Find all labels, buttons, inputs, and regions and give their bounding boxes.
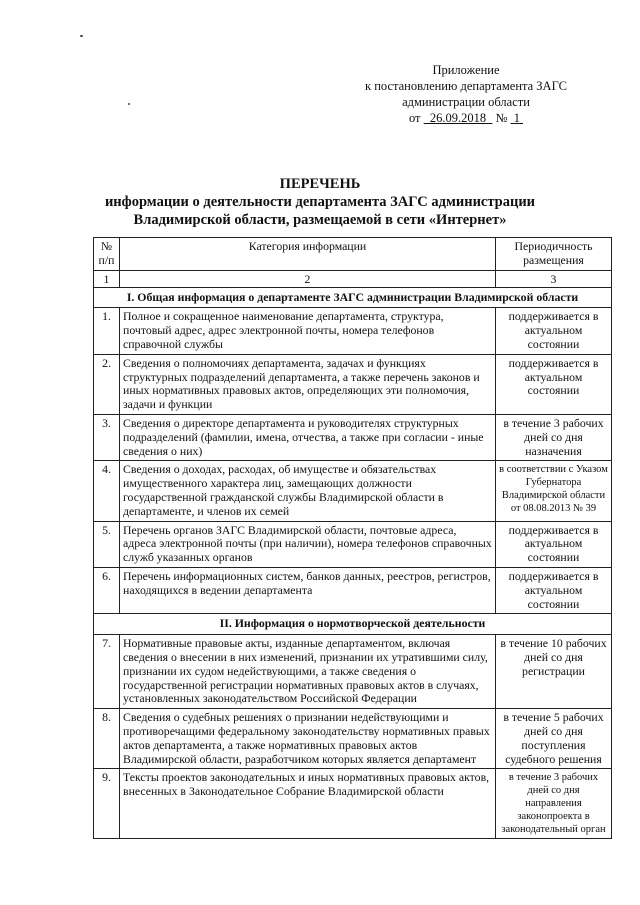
section-row	[94, 287, 612, 308]
section-row	[94, 614, 612, 635]
row-number: 4.	[94, 461, 120, 521]
column-number: 3	[496, 270, 612, 287]
table-row	[94, 567, 612, 613]
appendix-line2: к постановлению департамента ЗАГС	[365, 79, 567, 93]
row-category: Сведения о судебных решениях о признании недействующими и противоречащими федеральному законодательству нормативных правых актов департамента, а также нормативных правовых актов Владимирской области, разработчиком которых является департамент	[120, 709, 496, 769]
row-number: 5.	[94, 521, 120, 567]
title-line3: Владимирской области, размещаемой в сети «Интернет»	[133, 212, 507, 228]
column-number: 2	[120, 270, 496, 287]
scan-speck	[128, 103, 130, 105]
row-period: поддерживается в актуальном состоянии	[496, 567, 612, 613]
row-number: 6.	[94, 567, 120, 613]
date-prefix: от	[408, 111, 421, 125]
row-category: Сведения о доходах, расходах, об имуществе и обязательствах имущественного характера лиц, замещающих должности государственной гражданской службы Владимирской области в департаменте, и членов их семей	[120, 461, 496, 521]
row-period: в течение 5 рабочих дней со дня поступления судебного решения	[496, 709, 612, 769]
header-num: № п/п	[94, 238, 120, 271]
appendix-dateline	[336, 110, 596, 126]
row-period: поддерживается в актуальном состоянии	[496, 521, 612, 567]
row-category: Перечень органов ЗАГС Владимирской области, почтовые адреса, адреса электронной почты (при наличии), номера телефонов справочных служб указанных органов	[120, 521, 496, 567]
row-number: 9.	[94, 769, 120, 839]
header-category: Категория информации	[120, 238, 496, 271]
row-number: 7.	[94, 635, 120, 709]
row-category: Тексты проектов законодательных и иных нормативных правовых актов, внесенных в Законодательное Собрание Владимирской области	[120, 769, 496, 839]
table-row	[94, 414, 612, 460]
appendix-line1: Приложение	[432, 63, 500, 77]
table-row	[94, 521, 612, 567]
appendix-block	[336, 62, 596, 126]
row-number: 8.	[94, 709, 120, 769]
row-category: Сведения о директоре департамента и руководителях структурных подразделений (фамилии, имена, отчества, а также при согласии - иные сведения о них)	[120, 414, 496, 460]
document-date: 26.09.2018	[429, 111, 487, 125]
row-period: в течение 3 рабочих дней со дня назначения	[496, 414, 612, 460]
table-row	[94, 635, 612, 709]
row-period: в соответствии с Указом Губернатора Владимирской области от 08.08.2013 № 39	[496, 461, 612, 521]
table-row	[94, 308, 612, 354]
row-category: Полное и сокращенное наименование департамента, структура, почтовый адрес, адрес электронной почты, номера телефонов справочной службы	[120, 308, 496, 354]
header-period: Периодичность размещения	[496, 238, 612, 271]
column-number: 1	[94, 270, 120, 287]
title-line2: информации о деятельности департамента ЗАГС администрации	[104, 194, 536, 210]
row-period: в течение 3 рабочих дней со дня направления законопроекта в законодательный орган	[496, 769, 612, 839]
row-period: в течение 10 рабочих дней со дня регистрации	[496, 635, 612, 709]
row-category: Нормативные правовые акты, изданные департаментом, включая сведения о внесении в них изменений, признании их утратившими силу, признании их судом недействующими, а также сведения о государственной регистрации нормативных правовых актов в случаях, установленных законодательством Российской Федерации	[120, 635, 496, 709]
scan-speck	[80, 35, 83, 37]
row-period: поддерживается в актуальном состоянии	[496, 308, 612, 354]
row-period: поддерживается в актуальном состоянии	[496, 354, 612, 414]
table-header-row	[94, 238, 612, 271]
title-line1: ПЕРЕЧЕНЬ	[279, 176, 361, 192]
info-table	[93, 237, 612, 839]
table-row	[94, 354, 612, 414]
table-row	[94, 461, 612, 521]
row-category: Сведения о полномочиях департамента, задачах и функциях структурных подразделений департамента, а также перечень законов и иных нормативных правовых актов, определяющих эти полномочия, задачи и функции	[120, 354, 496, 414]
row-number: 3.	[94, 414, 120, 460]
appendix-line3: администрации области	[402, 95, 530, 109]
document-number: 1	[513, 111, 520, 125]
table-row	[94, 709, 612, 769]
row-number: 1.	[94, 308, 120, 354]
row-category: Перечень информационных систем, банков данных, реестров, регистров, находящихся в ведении департамента	[120, 567, 496, 613]
table-row	[94, 769, 612, 839]
document-title	[60, 175, 580, 229]
section-title: II. Информация о нормотворческой деятельности	[94, 614, 612, 635]
number-label: №	[495, 111, 508, 125]
column-number-row	[94, 270, 612, 287]
section-title: I. Общая информация о департаменте ЗАГС администрации Владимирской области	[94, 287, 612, 308]
row-number: 2.	[94, 354, 120, 414]
